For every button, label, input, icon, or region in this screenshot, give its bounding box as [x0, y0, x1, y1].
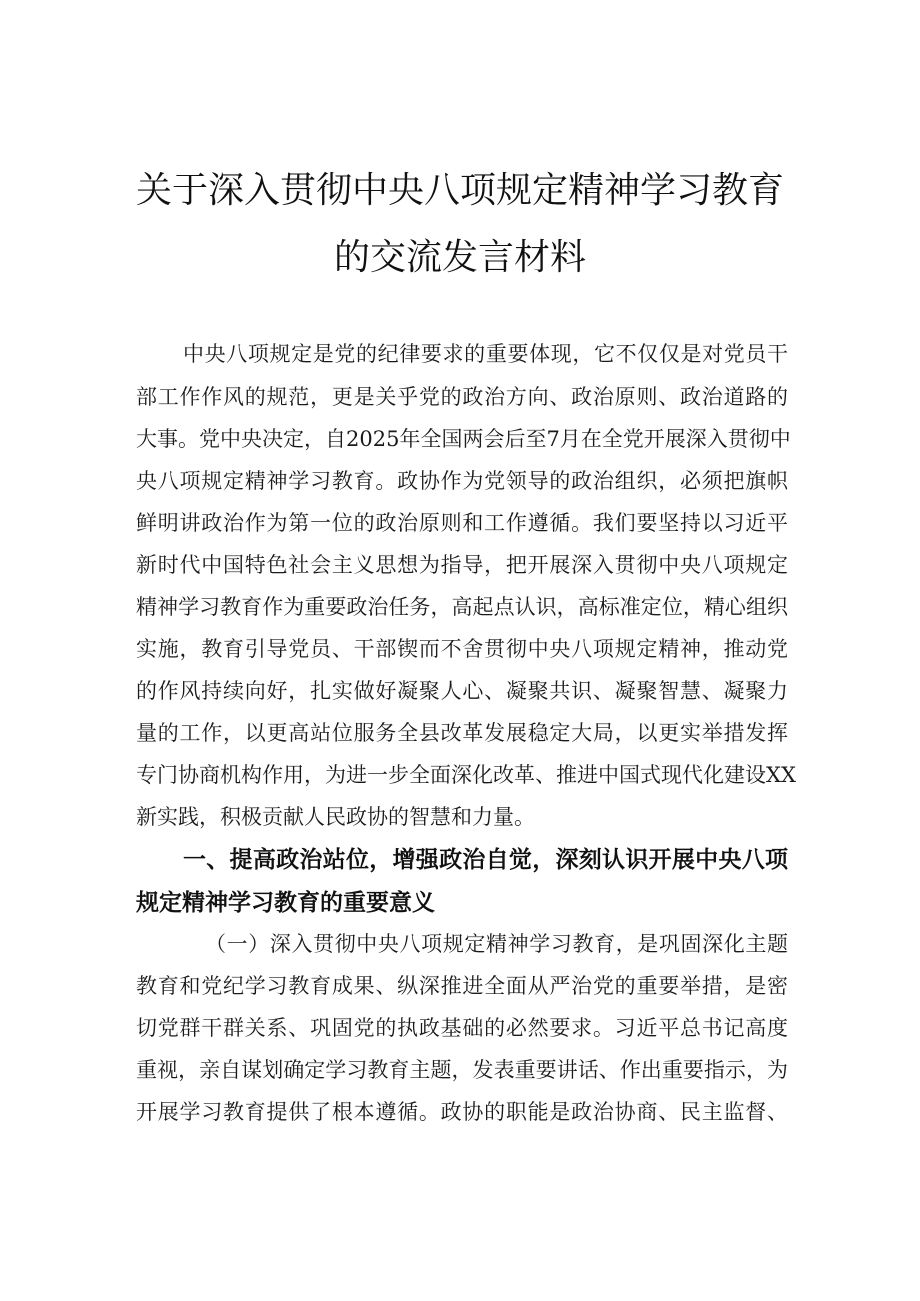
intro-line: 大事。党中央决定，自2025年全国两会后至7月在全党开展深入贯彻中 [136, 427, 791, 451]
intro-line: 专门协商机构作用，为进一步全面深化改革、推进中国式现代化建设XX [136, 763, 796, 787]
intro-line: 鲜明讲政治作为第一位的政治原则和工作遵循。我们要坚持以习近平 [136, 511, 788, 535]
intro-line: 新实践，积极贡献人民政协的智慧和力量。 [136, 805, 535, 829]
intro-line: 中央八项规定是党的纪律要求的重要体现，它不仅仅是对党员干 [183, 342, 788, 366]
section-para-line: 开展学习教育提供了根本遵循。政协的职能是政治协商、民主监督、 [136, 1100, 788, 1124]
section-heading-line: 一、提高政治站位，增强政治自觉，深刻认识开展中央八项 [183, 847, 788, 873]
intro-line: 量的工作，以更高站位服务全县改革发展稳定大局，以更实举措发挥 [136, 721, 788, 745]
section-para-line: 切党群干群关系、巩固党的执政基础的必然要求。习近平总书记高度 [136, 1016, 788, 1040]
intro-line: 部工作作风的规范，更是关乎党的政治方向、政治原则、政治道路的 [136, 385, 788, 409]
intro-line: 精神学习教育作为重要政治任务，高起点认识，高标准定位，精心组织 [136, 595, 788, 619]
section-heading-line: 规定精神学习教育的重要意义 [136, 890, 435, 916]
document-title-line-2: 的交流发言材料 [333, 237, 586, 278]
intro-line: 的作风持续向好，扎实做好凝聚人心、凝聚共识、凝聚智慧、凝聚力 [136, 679, 788, 703]
document-title-line-1: 关于深入贯彻中央八项规定精神学习教育 [135, 170, 784, 211]
section-para-line: 重视，亲自谋划确定学习教育主题，发表重要讲话、作出重要指示，为 [136, 1058, 788, 1082]
section-para-line: （一）深入贯彻中央八项规定精神学习教育，是巩固深化主题 [205, 932, 788, 956]
intro-line: 新时代中国特色社会主义思想为指导，把开展深入贯彻中央八项规定 [136, 553, 788, 577]
section-para-line: 教育和党纪学习教育成果、纵深推进全面从严治党的重要举措，是密 [136, 974, 788, 998]
intro-line: 央八项规定精神学习教育。政协作为党领导的政治组织，必须把旗帜 [136, 469, 788, 493]
intro-line: 实施，教育引导党员、干部锲而不舍贯彻中央八项规定精神，推动党 [136, 637, 788, 661]
